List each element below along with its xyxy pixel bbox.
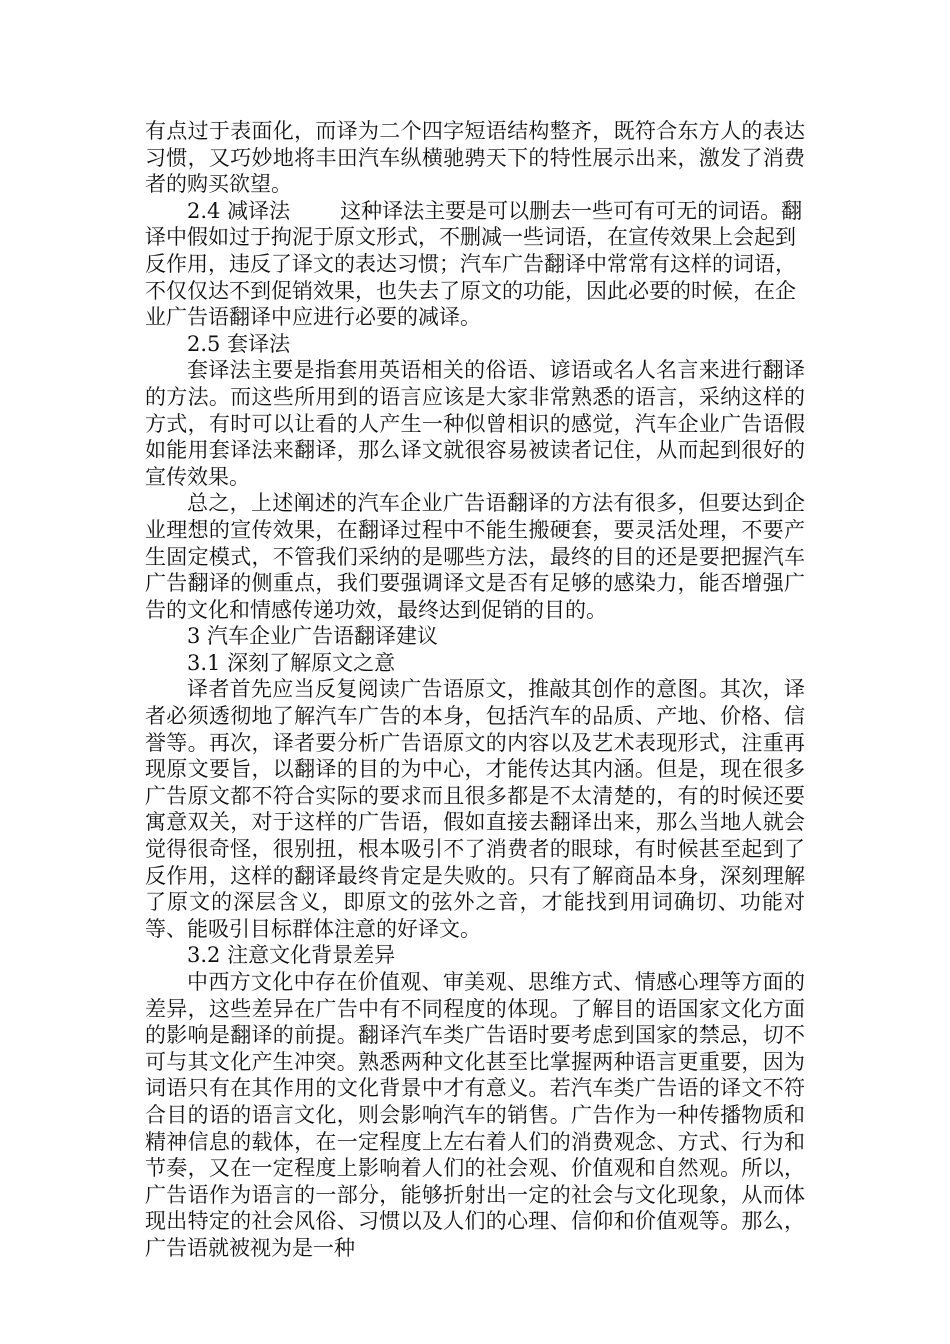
paragraph-section-2-4 (145, 198, 805, 331)
section-heading-3-2: 3.2 注意文化背景差异 (187, 943, 396, 968)
section-2-4-text: 这种译法主要是可以删去一些可有可无的词语。翻译中假如过于拘泥于原文形式，不删减一些词语，在宣传效果上会起到反作用，违反了译文的表达习惯；汽车广告翻译中常常有这样的词语，不仅仅达不到促销效果，也失去了原文的功能，因此必要的时候，在企业广告语翻译中应进行必要的减译。 (145, 198, 803, 330)
paragraph-body: 套译法主要是指套用英语相关的俗语、谚语或名人名言来进行翻译的方法。而这些所用到的语言应该是大家非常熟悉的语言，采纳这样的方式，有时可以让看的人产生一种似曾相识的感觉，汽车企业广告语假如能用套译法来翻译，那么译文就很容易被读者记住，从而起到很好的宣传效果。 (145, 358, 805, 489)
document-body (145, 118, 805, 1262)
section-heading-3: 3 汽车企业广告语翻译建议 (187, 624, 439, 649)
paragraph-body: 译者首先应当反复阅读广告语原文，推敲其创作的意图。其次，译者必须透彻地了解汽车广告的本身，包括汽车的品质、产地、价格、信誉等。再次，译者要分析广告语原文的内容以及艺术表现形式，注重再现原文要旨，以翻译的目的为中心，才能传达其内涵。但是，现在很多广告原文都不符合实际的要求而且很多都是不太清楚的，有的时候还要寓意双关，对于这样的广告语，假如直接去翻译出来，那么当地人就会觉得很奇怪，很别扭，根本吸引不了消费者的眼球，有时候甚至起到了反作用，这样的翻译最终肯定是失败的。只有了解商品本身，深刻理解了原文的深层含义，即原文的弦外之音，才能找到用词确切、功能对等、能吸引目标群体注意的好译文。 (145, 677, 805, 941)
paragraph-continuation: 有点过于表面化，而译为二个四字短语结构整齐，既符合东方人的表达习惯，又巧妙地将丰田汽车纵横驰骋天下的特性展示出来，激发了消费者的购买欲望。 (145, 119, 805, 197)
section-heading-2-5: 2.5 套译法 (187, 331, 291, 356)
section-heading-3-1: 3.1 深刻了解原文之意 (187, 650, 396, 675)
section-heading-2-4: 2.4 减译法 (187, 198, 291, 223)
paragraph-body: 中西方文化中存在价值观、审美观、思维方式、情感心理等方面的差异，这些差异在广告中有不同程度的体现。了解目的语国家文化方面的影响是翻译的前提。翻译汽车类广告语时要考虑到国家的禁忌，切不可与其文化产生冲突。熟悉两种文化甚至比掌握两种语言更重要，因为词语只有在其作用的文化背景中才有意义。若汽车类广告语的译文不符合目的语的语言文化，则会影响汽车的销售。广告作为一种传播物质和精神信息的载体，在一定程度上左右着人们的消费观念、方式、行为和节奏，又在一定程度上影响着人们的社会观、价值观和自然观。所以，广告语作为语言的一部分，能够折射出一定的社会与文化现象，从而体现出特定的社会风俗、习惯以及人们的心理、信仰和价值观等。那么，广告语就被视为是一种 (145, 970, 805, 1260)
paragraph-body: 总之，上述阐述的汽车企业广告语翻译的方法有很多，但要达到企业理想的宣传效果，在翻译过程中不能生搬硬套，要灵活处理，不要产生固定模式，不管我们采纳的是哪些方法，最终的目的还是要把握汽车广告翻译的侧重点，我们要强调译文是否有足够的感染力，能否增强广告的文化和情感传递功效，最终达到促销的目的。 (145, 491, 805, 622)
